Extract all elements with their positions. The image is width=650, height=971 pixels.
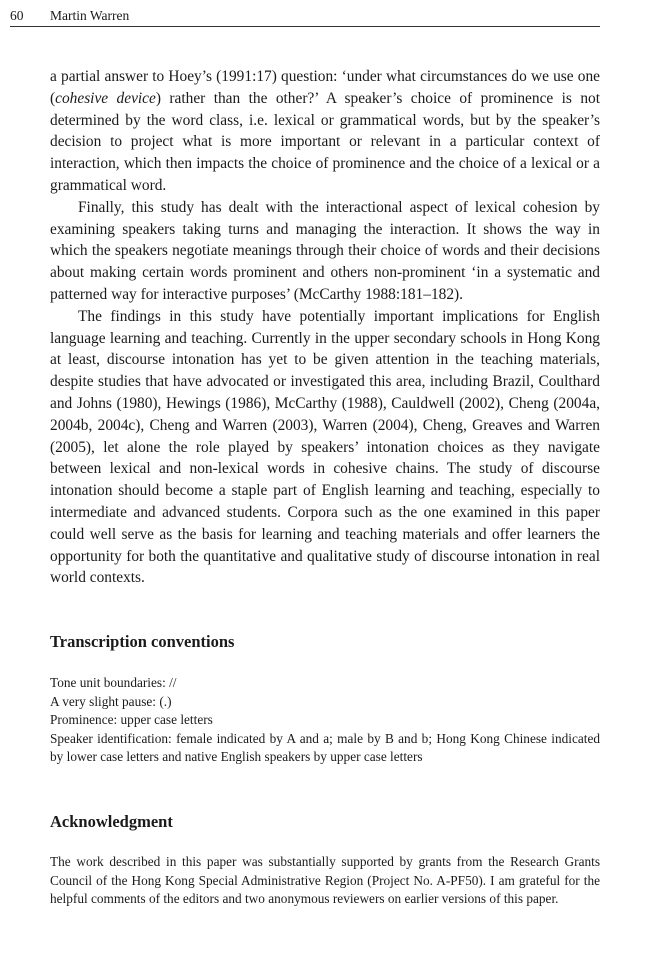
paragraph-1-start: a partial answer to Hoey’s (1991:17) question: ‘under what circumstances do we use one (: [50, 68, 600, 107]
italic-term: cohesive device: [55, 89, 156, 107]
convention-item: A very slight pause: (.): [50, 693, 172, 709]
acknowledgment-heading: Acknowledgment: [50, 812, 173, 831]
page-number: 60: [10, 8, 24, 23]
convention-item: Speaker identification: female indicated by A and a; male by B and b; Hong Kong Chinese indicated by lower case letters and native English speakers by upper case letters: [50, 730, 600, 765]
convention-item: Prominence: upper case letters: [50, 712, 213, 728]
transcription-conventions-heading: Transcription conventions: [50, 632, 235, 651]
running-header: [10, 6, 600, 27]
running-head-author: Martin Warren: [50, 8, 130, 23]
paragraph-1: [50, 66, 600, 197]
acknowledgment-text: The work described in this paper was substantially supported by grants from the Research Grants Council of the Hong Kong Special Administrative Region (Project No. A-PF50). I am grateful for the helpful comments of the editors and two anonymous reviewers on earlier versions of this paper.: [50, 854, 600, 907]
paragraph-3: The findings in this study have potentially important implications for English language learning and teaching. Currently in the upper secondary schools in Hong Kong at least, discourse intonation has yet to be given attention in the teaching materials, despite studies that have advocated or investigated this area, including Brazil, Coulthard and Johns (1980), Hewings (1986), McCarthy (1988), Cauldwell (2002), Cheng (2004a, 2004b, 2004c), Cheng and Warren (2003), Warren (2004), Cheng, Greaves and Warren (2005), let alone the role played by speakers’ intonation choices as they navigate between lexical and non-lexical words in cohesive chains. The study of discourse intonation should become a staple part of English learning and teaching, especially to intermediate and advanced students. Corpora such as the one examined in this paper could well serve as the basis for learning and teaching materials and offer learners the opportunity for both the quantitative and qualitative study of discourse intonation in real world contexts.: [50, 307, 600, 587]
paragraph-1-end: ) rather than the other?’ A speaker’s choice of prominence is not determined by the word class, i.e. lexical or grammatical words, but by the speaker’s decision to project what is more important or relevant in a particular context of interaction, which then impacts the choice of prominence and the choice of a lexical or a grammatical word.: [50, 89, 600, 194]
acknowledgment-section: [50, 853, 600, 909]
transcription-conventions-list: [50, 674, 600, 767]
convention-item: Tone unit boundaries: //: [50, 675, 177, 690]
paragraph-2: Finally, this study has dealt with the interactional aspect of lexical cohesion by examining speakers taking turns and managing the interaction. It shows the way in which the speakers negotiate meanings through their choice of words and their decisions about making certain words prominent and others non-prominent ‘in a systematic and patterned way for interactive purposes’ (McCarthy 1988:181–182).: [50, 198, 600, 303]
body-text: [50, 66, 600, 589]
